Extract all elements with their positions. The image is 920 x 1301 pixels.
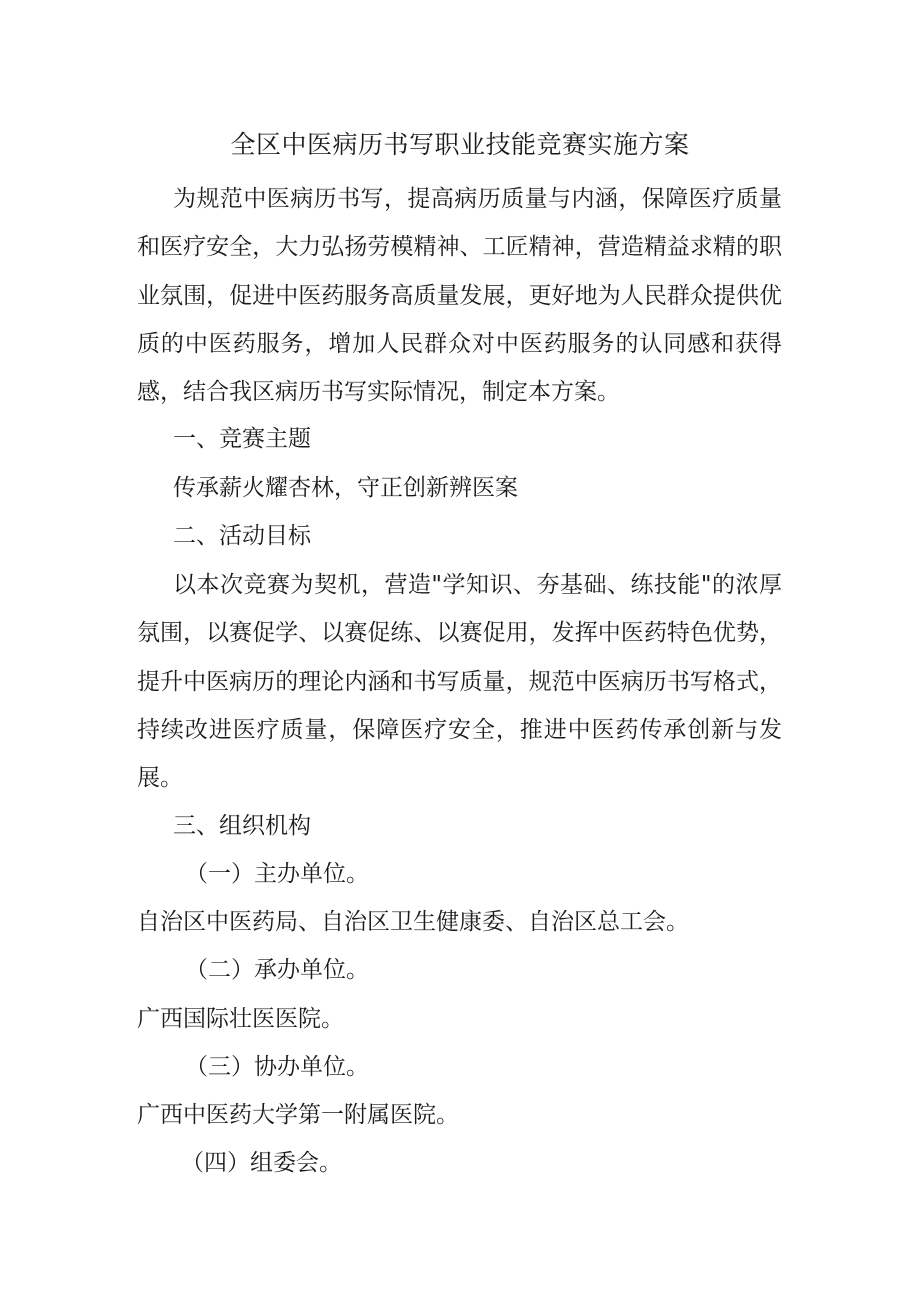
section2-content: 以本次竞赛为契机，营造"学知识、夯基础、练技能"的浓厚氛围，以赛促学、以赛促练、以赛促用，发挥中医药特色优势，提升中医病历的理论内涵和书写质量，规范中医病历书写格式，持续改进医疗质量，保障医疗安全，推进中医药传承创新与发展。 (137, 572, 782, 792)
section1-heading: 一、竞赛主题 (173, 426, 311, 452)
co-organizer-heading: （三）协办单位。 (185, 1054, 369, 1080)
section1-content: 传承薪火耀杏林，守正创新辨医案 (173, 475, 518, 501)
organizer-heading: （二）承办单位。 (185, 957, 369, 983)
organizer-content: 广西国际壮医医院。 (137, 1006, 344, 1032)
intro-paragraph: 为规范中医病历书写，提高病历质量与内涵，保障医疗质量和医疗安全，大力弘扬劳模精神、工匠精神，营造精益求精的职业氛围，促进中医药服务高质量发展，更好地为人民群众提供优质的中医药服务，增加人民群众对中医药服务的认同感和获得感，结合我区病历书写实际情况，制定本方案。 (137, 186, 782, 406)
host-heading: （一）主办单位。 (185, 861, 369, 887)
host-content: 自治区中医药局、自治区卫生健康委、自治区总工会。 (137, 909, 689, 935)
section3-heading: 三、组织机构 (173, 813, 311, 839)
document-title: 全区中医病历书写职业技能竞赛实施方案 (230, 130, 690, 159)
committee-heading: （四）组委会。 (181, 1150, 342, 1176)
co-organizer-content: 广西中医药大学第一附属医院。 (137, 1102, 459, 1128)
section2-heading: 二、活动目标 (173, 523, 311, 549)
